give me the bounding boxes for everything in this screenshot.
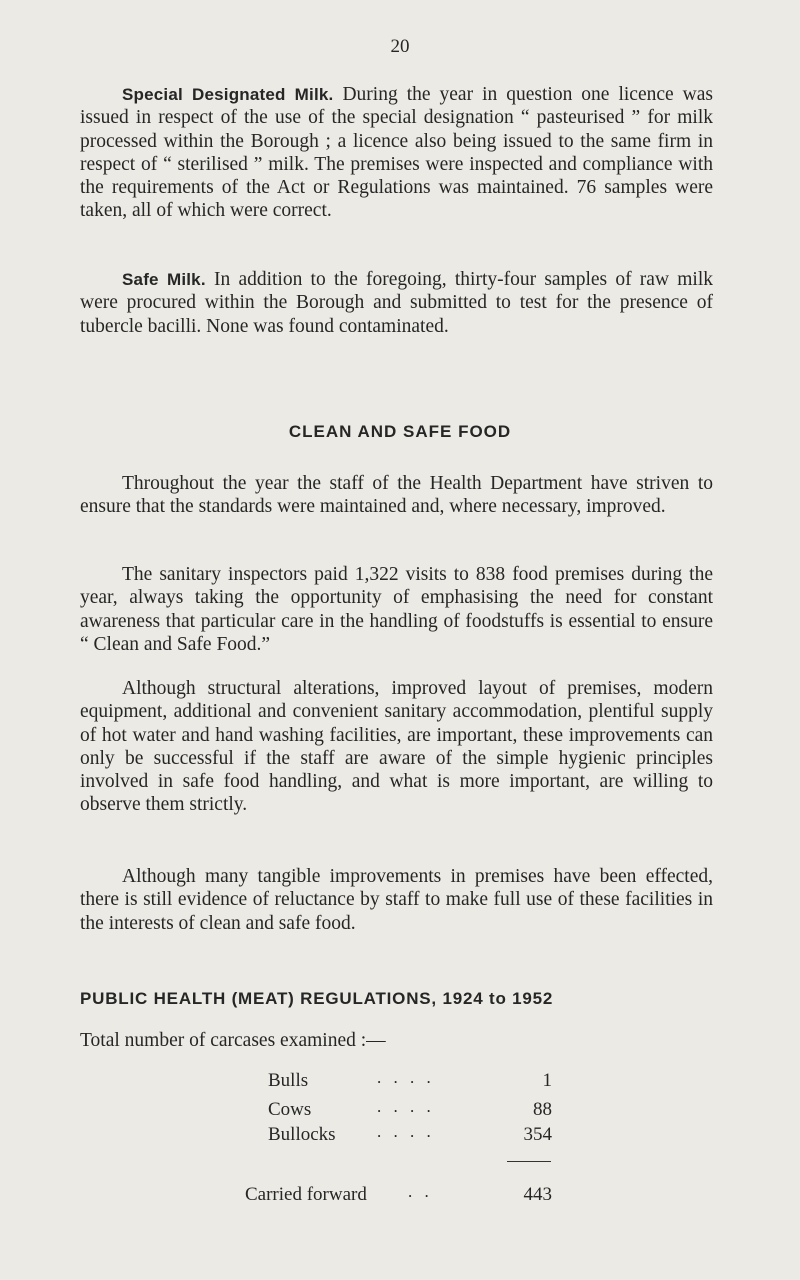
leader-dots: . . bbox=[408, 1182, 433, 1201]
special-designated-milk-paragraph bbox=[80, 83, 713, 223]
carried-forward-label: Carried forward bbox=[245, 1184, 367, 1205]
carcase-count: 88 bbox=[533, 1099, 552, 1120]
carried-forward-row bbox=[245, 1184, 552, 1208]
clean-food-paragraph-1: Throughout the year the staff of the Health Department have striven to ensure that the standards were maintained and, where necessary, improved. bbox=[80, 473, 713, 518]
page-number: 20 bbox=[390, 36, 410, 57]
carcase-label: Bulls bbox=[268, 1070, 309, 1091]
carcase-count: 354 bbox=[523, 1124, 552, 1145]
carcases-intro: Total number of carcases examined :— bbox=[80, 1030, 386, 1051]
carcase-count: 1 bbox=[542, 1070, 552, 1091]
safe-milk-text: In addition to the foregoing, thirty-four samples of raw milk were procured within the Borough and submitted to test for the presence of tubercle bacilli. None was found contaminated. bbox=[80, 269, 714, 337]
clean-and-safe-food-heading: CLEAN AND SAFE FOOD bbox=[288, 422, 512, 441]
carcase-row-bulls bbox=[268, 1070, 552, 1094]
safe-milk-paragraph bbox=[80, 268, 713, 338]
carried-forward-value: 443 bbox=[523, 1184, 552, 1205]
leader-dots: . . . . bbox=[377, 1097, 435, 1116]
carcase-row-cows bbox=[268, 1099, 552, 1123]
special-designated-milk-heading: Special Designated Milk. bbox=[122, 85, 334, 104]
clean-food-paragraph-3: Although structural alterations, improved layout of premises, modern equipment, additional and convenient sanitary accommodation, plentiful supply of hot water and hand washing facilities, are important, these improvements can only be successful if the staff are aware of the simple hygienic principles involved in safe food handling, and what is more important, are willing to observe them strictly. bbox=[80, 678, 713, 816]
special-designated-milk-text: During the year in question one licence was issued in respect of the use of the special designation “ pasteurised ” for milk processed within the Borough ; a licence also being issued to the same firm in respect of “ sterilised ” milk. The premises were inspected and compliance with the requirements of the Act or Regulations was maintained. 76 samples were taken, all of which were correct. bbox=[80, 84, 713, 222]
leader-dots: . . . . bbox=[377, 1122, 435, 1141]
carcase-label: Bullocks bbox=[268, 1124, 336, 1145]
leader-dots: . . . . bbox=[377, 1068, 435, 1087]
total-rule bbox=[507, 1161, 551, 1162]
clean-food-paragraph-2: The sanitary inspectors paid 1,322 visits to 838 food premises during the year, always taking the opportunity of emphasising the need for constant awareness that particular care in the handling of foodstuffs is essential to ensure “ Clean and Safe Food.” bbox=[80, 564, 713, 655]
carcase-row-bullocks bbox=[268, 1124, 552, 1148]
meat-regulations-heading: PUBLIC HEALTH (MEAT) REGULATIONS, 1924 to 1952 bbox=[80, 989, 554, 1008]
carcase-label: Cows bbox=[268, 1099, 312, 1120]
clean-food-paragraph-4: Although many tangible improvements in premises have been effected, there is still evidence of reluctance by staff to make full use of these facilities in the interests of clean and safe food. bbox=[80, 866, 713, 934]
safe-milk-heading: Safe Milk. bbox=[122, 270, 206, 289]
